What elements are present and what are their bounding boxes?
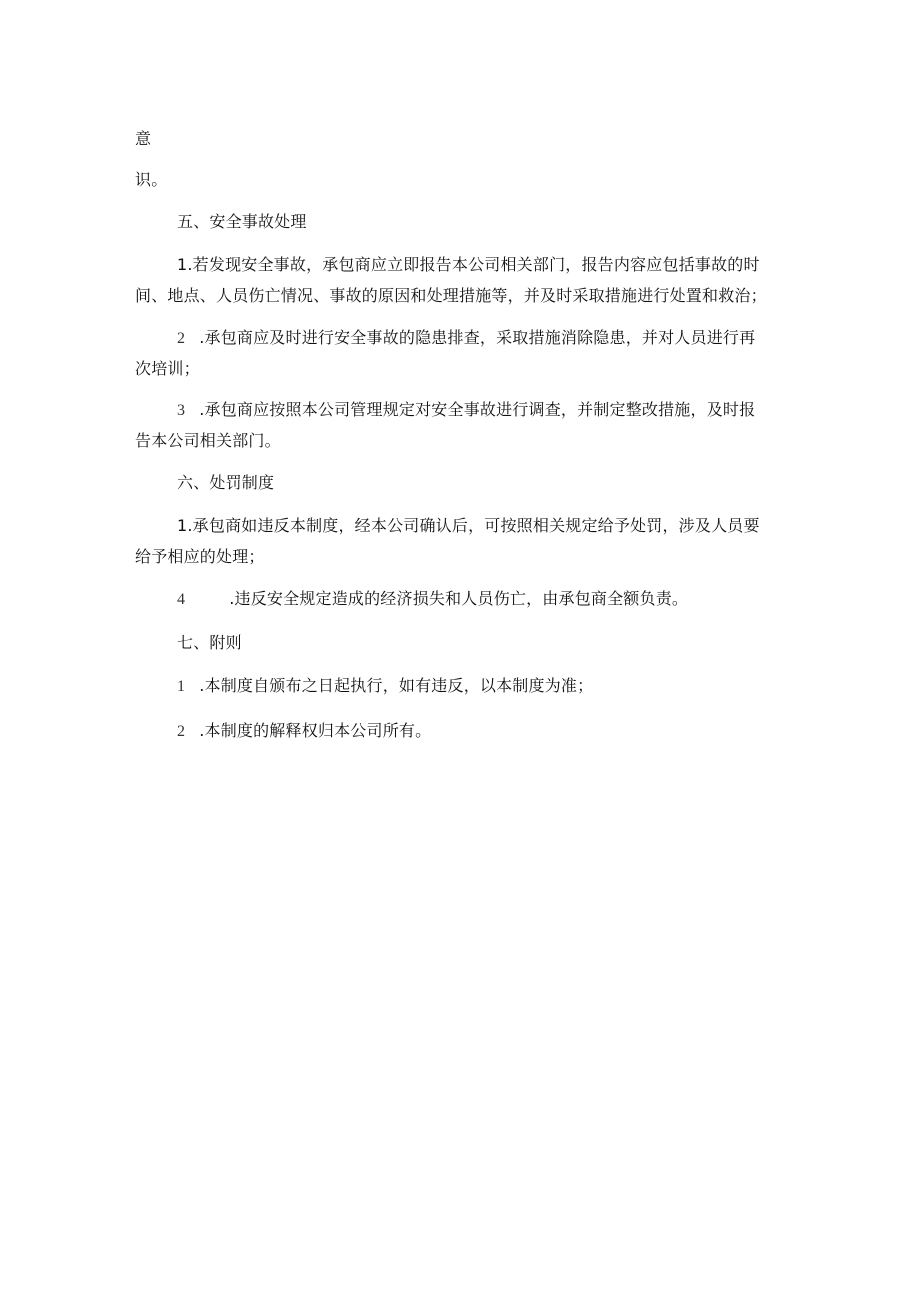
section5-item3-text: .承包商应按照本公司管理规定对安全事故进行调查，并制定整改措施，及时报 [199,400,756,419]
section5-item2-line2: 次培训； [135,359,200,378]
section7-item2-number: 2 [177,723,186,740]
section5-item2-line1 [177,328,755,349]
section-heading-5: 五、安全事故处理 [177,212,307,231]
section-heading-6: 六、处罚制度 [177,473,275,492]
section5-item2-number: 2 [177,330,186,347]
section6-item2-text: .违反安全规定造成的经济损失和人员伤亡，由承包商全额负责。 [229,589,689,608]
section5-item3-number: 3 [177,402,186,419]
section7-item2-line [177,721,431,742]
section5-item3-line2: 告本公司相关部门。 [135,431,281,450]
section5-item1-line1: 1.若发现安全事故，承包商应立即报告本公司相关部门，报告内容应包括事故的时 [177,255,760,274]
section5-item2-text: .承包商应及时进行安全事故的隐患排查，采取措施消除隐患，并对人员进行再 [199,328,756,347]
intro-line-2: 识。 [135,170,168,189]
section6-item1-line2: 给予相应的处理； [135,547,265,566]
section6-item2-number: 4 [177,591,186,608]
section7-item1-text: .本制度自颁布之日起执行，如有违反，以本制度为准； [199,676,594,695]
section7-item1-number: 1 [177,678,186,695]
section-heading-7: 七、附则 [177,633,242,652]
intro-line-1: 意 [135,129,152,148]
section7-item2-text: .本制度的解释权归本公司所有。 [199,721,432,740]
section5-item3-line1 [177,400,755,421]
section6-item2-line [177,589,688,610]
section7-item1-line [177,676,593,697]
section6-item1-line1: 1.承包商如违反本制度，经本公司确认后，可按照相关规定给予处罚，涉及人员要 [177,516,760,535]
section5-item1-line2: 间、地点、人员伤亡情况、事故的原因和处理措施等，并及时采取措施进行处置和救治； [135,286,767,305]
